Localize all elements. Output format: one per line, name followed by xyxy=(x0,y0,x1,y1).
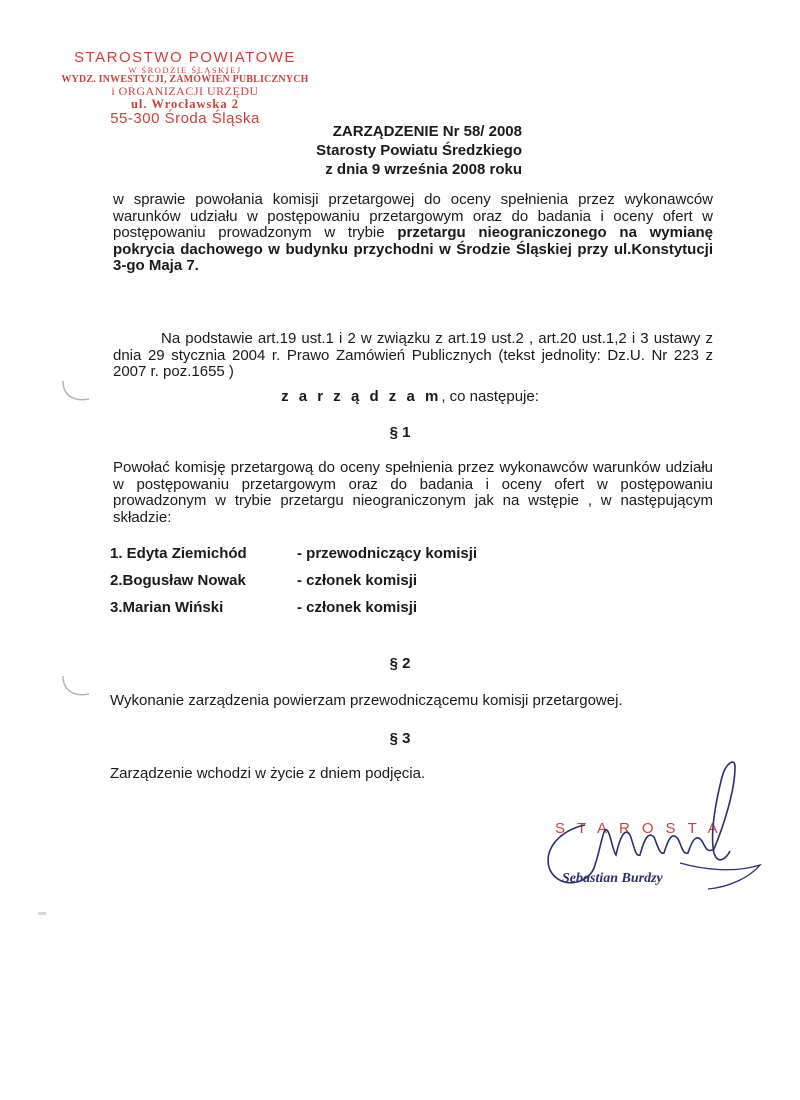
office-stamp xyxy=(60,50,310,127)
stamp-line-5: ul. Wrocławska 2 xyxy=(130,96,240,111)
section-2-heading: § 2 xyxy=(389,655,411,672)
decree-word: z a r z ą d z a m xyxy=(281,388,442,405)
member-role: - członek komisji xyxy=(297,599,418,616)
stamp-line-4: i ORGANIZACJI URZĘDU xyxy=(111,84,259,99)
stamp-line-6: 55-300 Środa Śląska xyxy=(110,109,260,127)
stamp-line-1: STAROSTWO POWIATOWE xyxy=(74,49,296,66)
subject-bold-text: przetargu nieograniczonego na wymianę pokrycia dachowego w budynku przychodni w Środzie Śląskiej przy ul.Konstytucji 3-go Maja 7. xyxy=(113,224,713,275)
document-title: ZARZĄDZENIE Nr 58/ 2008 xyxy=(332,123,522,140)
document-heading xyxy=(300,122,522,179)
signature-image xyxy=(530,755,770,905)
section-1-text: Powołać komisję przetargową do oceny spełnienia przez wykonawców warunków udziału w postępowaniu przetargowym oraz do badania i oceny ofert w postępowaniu prowadzonym w trybie przetargu nieograniczonym jak na wstępie , w następującym składzie: xyxy=(113,459,713,526)
member-name: 2.Bogusław Nowak xyxy=(110,572,246,589)
punch-hole-mark-lower xyxy=(55,672,95,702)
subject-text: w sprawie powołania komisji przetargowej do oceny spełnienia przez wykonawców warunków udziału w postępowaniu przetargowym oraz do badania i oceny ofert w postępowaniu prowadzonym w trybie xyxy=(113,191,713,242)
decree-line xyxy=(0,388,800,405)
punch-hole-mark-upper xyxy=(55,377,95,407)
decree-rest: , co następuje: xyxy=(441,388,539,405)
signature-stamp-title: STAROSTA xyxy=(555,820,730,837)
member-name: 3.Marian Wiński xyxy=(110,599,224,616)
signature-block xyxy=(530,755,770,905)
member-role: - członek komisji xyxy=(297,572,418,589)
legal-basis-text: Na podstawie art.19 ust.1 i 2 w związku z art.19 ust.2 , art.20 ust.1,2 i 3 ustawy z dnia 29 stycznia 2004 r. Prawo Zamówień Publicznych (tekst jednolity: Dz.U. Nr 223 z 2007 r. poz.1655 ) xyxy=(113,330,713,381)
stamp-line-3: WYDZ. INWESTYCJI, ZAMÓWIEŃ PUBLICZNYCH xyxy=(61,73,309,85)
member-name: 1. Edyta Ziemichód xyxy=(110,545,247,562)
scan-speck xyxy=(38,912,46,915)
section-1-heading: § 1 xyxy=(389,424,411,441)
member-role: - przewodniczący komisji xyxy=(297,545,478,562)
signature-stamp-name: Sebastian Burdzy xyxy=(562,871,663,886)
document-date: z dnia 9 września 2008 roku xyxy=(325,161,522,178)
section-3-heading: § 3 xyxy=(389,730,411,747)
legal-basis-paragraph xyxy=(113,331,713,381)
signature-underline xyxy=(680,863,760,889)
section-2-text: Wykonanie zarządzenia powierzam przewodniczącemu komisji przetargowej. xyxy=(110,692,623,709)
subject-paragraph xyxy=(113,192,713,275)
document-issuer: Starosty Powiatu Średzkiego xyxy=(316,142,522,159)
section-3-text: Zarządzenie wchodzi w życie z dniem podjęcia. xyxy=(110,765,426,782)
stamp-line-2: W ŚRODZIE ŚLĄSKIEJ xyxy=(128,64,242,75)
